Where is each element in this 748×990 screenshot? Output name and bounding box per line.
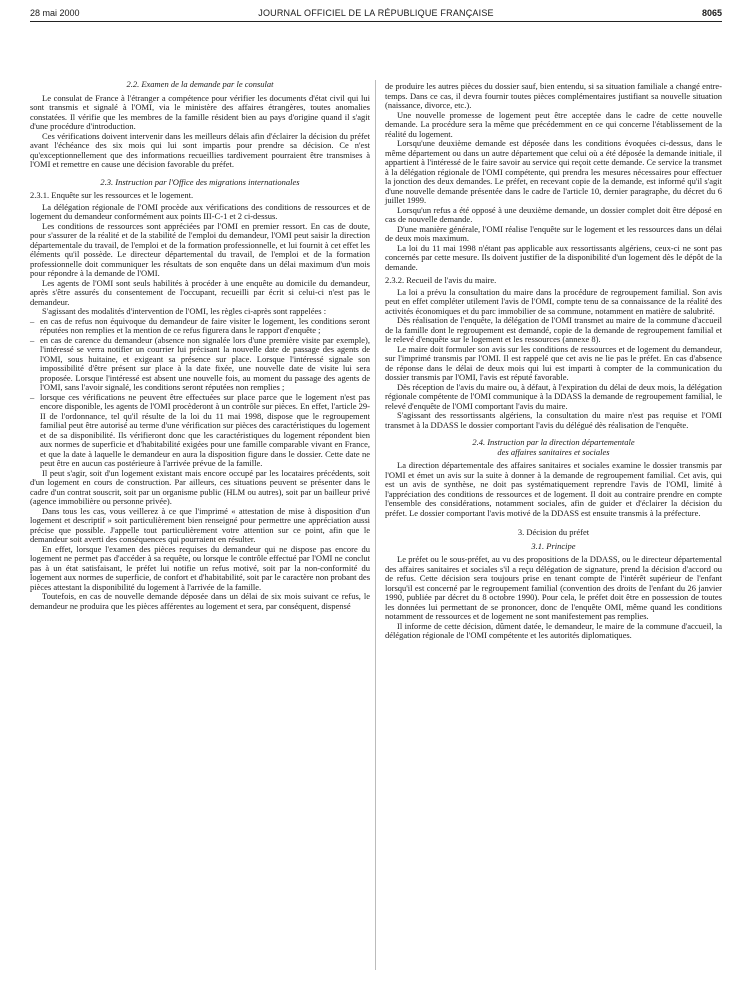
column-divider	[375, 80, 376, 970]
paragraph: Dès réception de l'avis du maire ou, à défaut, à l'expiration du délai de deux mois, la délégation régionale compétente de l'OMI communique à la DDASS la demande de regroupement familial, le relevé d'enquête de l'OMI comportant l'avis du maire.	[385, 381, 722, 411]
paragraph: Il informe de cette décision, dûment datée, le demandeur, le maire de la commune d'accueil, la délégation régionale de l'OMI compétente et les autorités diplomatiques.	[385, 620, 722, 640]
paragraph: La loi du 11 mai 1998 n'étant pas applicable aux ressortissants algériens, ceux-ci ne sont pas concernés par cette mesure. Ils doivent justifier de la disponibilité d'un logement dès le dépôt de la demande.	[385, 242, 722, 272]
paragraph: La loi a prévu la consultation du maire dans la procédure de regroupement familial. Son avis peut en effet compléter utilement l'avis de l'OMI, compte tenu de sa connaissance de la réalité des activités économiques et du parc immobilier de sa commune, notamment en matière de salubrité.	[385, 286, 722, 316]
section-2-3-1-title: 2.3.1. Enquête sur les ressources et le logement.	[30, 190, 194, 200]
rules-list	[30, 317, 370, 469]
section-3-title: 3. Décision du préfet	[517, 527, 590, 537]
paragraph: Il peut s'agir, soit d'un logement existant mais encore occupé par les locataires précédents, soit d'un logement en cours de construction. Par ailleurs, ces situations peuvent se présenter dans le cadre d'un contrat souscrit, soit par un organisme public (HLM ou autres), soit par un bailleur privé (agence immobilière ou personne privée).	[30, 467, 370, 506]
paragraph: Lorsqu'une deuxième demande est déposée dans les conditions évoquées ci-dessus, dans le même département ou dans un autre département que celui où a été déposée la demande initiale, il appartient à l'intéressé de le faire savoir au service qui reçoit cette demande. Ce service la transmet à la délégation régionale de l'OMI compétente, qui prendra les mesures nécessaires pour effectuer la jonction des deux demandes. Le préfet, en recevant copie de la demande, est informé qu'il s'agit d'une nouvelle demande présentée dans le cadre de l'article 10, dernier paragraphe, du décret du 6 juillet 1999.	[385, 138, 722, 205]
paragraph: En effet, lorsque l'examen des pièces requises du demandeur qui ne dispose pas encore du logement ne permet pas d'accéder à sa requête, ou lorsque le contrôle effectué par l'OMI ne conclut pas à un état satisfaisant, le préfet lui notifie un refus motivé, soit par la non-conformité du logement aux normes de superficie, de confort et d'habitabilité, soit par le caractère non probant des pièces attestant la disponibilité du logement à l'arrivée de la famille.	[30, 543, 370, 592]
header-rule	[30, 21, 722, 22]
paragraph: La direction départementale des affaires sanitaires et sociales examine le dossier transmis par l'OMI et émet un avis sur la suite à donner à la demande de regroupement familial. Cet avis, qui est un avis de synthèse, ne doit pas systématiquement reprendre l'avis de l'OMI, limité à l'appréciation des conditions de ressources et de logement. Il doit au contraire prendre en compte l'ensemble des considérations, notamment sociales, afin de guider et d'éclairer la décision du préfet. Le dossier comportant l'avis motivé de la DDASS est ensuite transmis à la préfecture.	[385, 460, 722, 518]
header-date: 28 mai 2000	[30, 8, 80, 18]
paragraph: Une nouvelle promesse de logement peut être acceptée dans le cadre de cette nouvelle demande. La procédure sera la même que précédemment en ce qui concerne l'établissement de la réalité du logement.	[385, 109, 722, 139]
section-2-4-title-line1: 2.4. Instruction par la direction départementale	[472, 437, 635, 447]
paragraph: Les conditions de ressources sont appréciées par l'OMI en premier ressort. En cas de doute, pour s'assurer de la réalité et de la stabilité de l'emploi du demandeur, l'OMI peut saisir la direction départementale du travail, de l'emploi et de la formation professionnelle, et lui fournit à cet effet les éléments qu'il possède. Le directeur départemental du travail, de l'emploi et de la formation professionnelle doit communiquer les résultats de son enquête dans un délai maximum d'un mois pour répondre à la demande de l'OMI.	[30, 220, 370, 278]
list-item: – lorsque ces vérifications ne peuvent être effectuées sur place parce que le logement n'est pas encore disponible, les agents de l'OMI procèderont à un contrôle sur pièces. En effet, l'article 29-II de l'ordonnance, tel qu'il résulte de la loi du 11 mai 1998, dispose que le regroupement familial peut être autorisé au terme d'une vérification sur pièces des caractéristiques du logement et de sa disponibilité. Ils vérifieront donc que les caractéristiques du logement répondent bien aux normes de superficie et d'habitabilité exigées pour une famille comparable vivant en France, et que la date à laquelle le demandeur en aura la disposition figure dans le dossier. Cette date ne peut être en aucun cas postérieure à l'arrivée prévue de la famille.	[30, 393, 370, 469]
right-column	[385, 82, 722, 641]
paragraph: La délégation régionale de l'OMI procède aux vérifications des conditions de ressources et de logement du demandeur conformément aux points III-C-1 et 2 ci-dessus.	[30, 201, 370, 221]
list-item: – en cas de carence du demandeur (absence non signalée lors d'une première visite par exemple), l'intéressé se verra notifier un courrier lui précisant la nouvelle date de passage des agents de l'OMI, sous huitaine, et exigeant sa présence sur place. Lorsque l'intéressé signale son impossibilité d'être présent sur place à la date fixée, une nouvelle date de visite lui sera proposée. Lorsque l'intéressé est absent une nouvelle fois, au moment du passage des agents de l'OMI, sans l'avoir signalé, les conditions seront réputées non remplies ;	[30, 336, 370, 393]
paragraph: Le consulat de France à l'étranger a compétence pour vérifier les documents d'état civil qui lui sont transmis et signalé à l'OMI, via le ministère des affaires étrangères, toutes anomalies constatées. Il vérifie que les membres de la famille résident bien au pays d'origine quand il s'agit d'une procédure d'introduction.	[30, 92, 370, 131]
paragraph-continued: de produire les autres pièces du dossier sauf, bien entendu, si sa situation familiale a changé entre-temps. Dans ce cas, il devra fournir toutes pièces complémentaires justifiant sa nouvelle situation (naissance, divorce, etc.).	[385, 81, 722, 110]
section-2-3-title: 2.3. Instruction par l'Office des migrations internationales	[100, 176, 300, 187]
paragraph: S'agissant des ressortissants algériens, la consultation du maire n'est pas requise et l'OMI transmet à la DDASS le dossier comportant l'avis du délégué dès réalisation de l'enquête.	[385, 410, 722, 430]
journal-title: JOURNAL OFFICIEL DE LA RÉPUBLIQUE FRANÇAISE	[258, 8, 494, 18]
section-3-1-title: 3.1. Principe	[531, 540, 576, 551]
page-header	[30, 8, 722, 22]
section-2-3-2-title: 2.3.2. Recueil de l'avis du maire.	[385, 275, 497, 285]
left-column	[30, 80, 370, 611]
paragraph: Le maire doit formuler son avis sur les conditions de ressources et de logement du demandeur, sur l'imprimé transmis par l'OMI. Il est rappelé que cet avis ne lie pas le préfet. En cas d'absence de réponse dans le délai de deux mois qui lui est imparti à compter de la communication du dossier transmis par l'OMI, l'avis est réputé favorable.	[385, 343, 722, 382]
paragraph: Ces vérifications doivent intervenir dans les meilleurs délais afin d'éclairer la décision du préfet avant l'échéance des six mois qui lui sont impartis pour prendre sa décision. Ce n'est qu'exceptionnellement que des informations recueillies tardivement pourraient être transmises à l'OMI et remettre en cause une décision favorable du préfet.	[30, 130, 370, 169]
section-2-2-title: 2.2. Examen de la demande par le consulat	[126, 79, 274, 89]
paragraph: Le préfet ou le sous-préfet, au vu des propositions de la DDASS, ou le directeur départemental des affaires sanitaires et sociales s'il a reçu délégation de signature, prend la décision d'accord ou de refus. Cette décision sera toujours prise en tenant compte de l'intérêt supérieur de l'enfant lorsqu'il est concerné par le regroupement familial (convention des droits de l'enfant du 26 janvier 1990, publiée par décret du 8 octobre 1990). Pour cela, le préfet doit être en possession de toutes les données lui permettant de se prononcer, donc de l'enquête OMI, même quand les conditions notamment de ressources et de logement ne sont manifestement pas remplies.	[385, 554, 722, 621]
paragraph: Toutefois, en cas de nouvelle demande déposée dans un délai de six mois suivant ce refus, le demandeur ne produira que les pièces afférentes au logement et sera, par conséquent, dispensé	[30, 591, 370, 611]
paragraph: Dans tous les cas, vous veillerez à ce que l'imprimé « attestation de mise à disposition d'un logement et descriptif » soit particulièrement bien renseigné pour permettre une appréciation aussi précise que possible. J'appelle tout particulièrement votre attention sur ce point, afin que le demandeur soit averti des conséquences qui pourraient en résulter.	[30, 505, 370, 544]
list-item: – en cas de refus non équivoque du demandeur de faire visiter le logement, les conditions seront réputées non remplies et la mention de ce refus figurera dans le rapport d'enquête ;	[30, 317, 370, 336]
section-2-4-title-line2: des affaires sanitaires et sociales	[497, 446, 610, 457]
page-number: 8065	[701, 8, 722, 18]
paragraph: D'une manière générale, l'OMI réalise l'enquête sur le logement et les ressources dans un délai de deux mois maximum.	[385, 223, 722, 243]
paragraph: Lorsqu'un refus a été opposé à une deuxième demande, un dossier complet doit être déposé en cas de nouvelle demande.	[385, 204, 722, 224]
paragraph: S'agissant des modalités d'intervention de l'OMI, les règles ci-après sont rappelées :	[42, 306, 327, 316]
paragraph: Dès réalisation de l'enquête, la délégation de l'OMI transmet au maire de la commune d'accueil de la famille dont le regroupement est demandé, copie de la demande de regroupement familial et le relevé d'enquête sur le logement et les ressources (annexe 8).	[385, 315, 722, 344]
paragraph: Les agents de l'OMI sont seuls habilités à procéder à une enquête au domicile du demandeur, après s'être assurés du consentement de l'occupant, recueilli par écrit si celui-ci n'est pas le demandeur.	[30, 277, 370, 307]
